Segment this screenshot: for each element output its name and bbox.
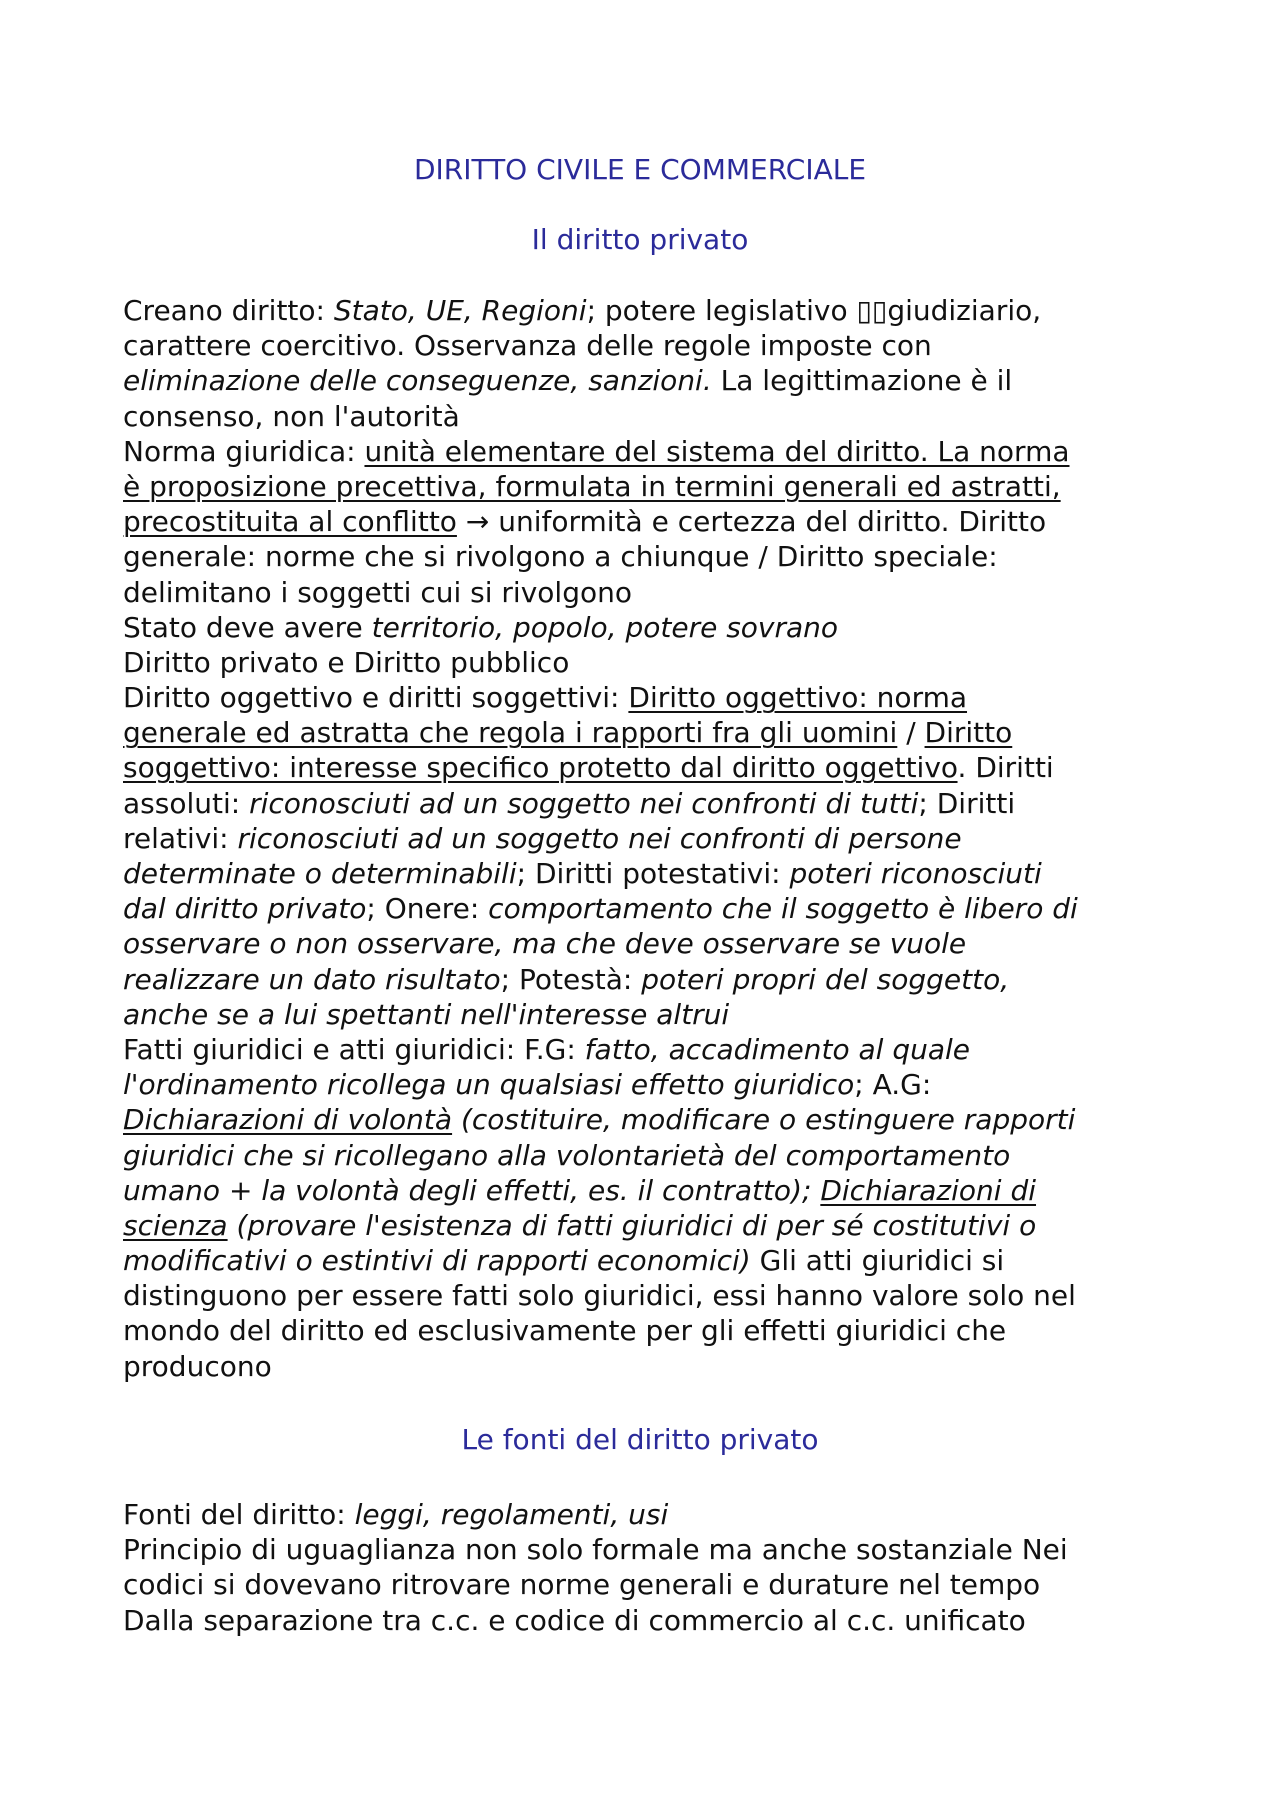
- text-line: anche se a lui spettanti nell'interesse altrui: [123, 997, 730, 1031]
- text-line: Stato deve avere territorio, popolo, potere sovrano: [123, 610, 839, 644]
- document-title: DIRITTO CIVILE E COMMERCIALE: [413, 153, 867, 186]
- text-line: precostituita al conflitto → uniformità e certezza del diritto. Diritto: [123, 505, 1047, 539]
- missing-glyph-icon: ▯▯: [856, 294, 888, 327]
- text-line: dal diritto privato; Onere: comportamento che il soggetto è libero di: [123, 892, 1078, 926]
- text-line: eliminazione delle conseguenze, sanzioni. La legittimazione è il: [123, 364, 1013, 398]
- text-line: delimitano i soggetti cui si rivolgono: [123, 575, 632, 609]
- text-line: è proposizione precettiva, formulata in termini generali ed astratti,: [123, 469, 1061, 503]
- text-line: assoluti: riconosciuti ad un soggetto nei confronti di tutti; Diritti: [123, 786, 1016, 820]
- section-body-diritto-privato: [123, 293, 1163, 1384]
- text-line: distinguono per essere fatti solo giuridici, essi hanno valore solo nel: [123, 1279, 1076, 1313]
- section-heading-fonti: Le fonti del diritto privato: [461, 1423, 819, 1456]
- text-line: Diritto privato e Diritto pubblico: [123, 645, 570, 679]
- text-line: generale: norme che si rivolgono a chiunque / Diritto speciale:: [123, 540, 998, 574]
- text-line: Creano diritto: Stato, UE, Regioni; potere legislativo ▯▯giudiziario,: [123, 294, 1042, 327]
- arrow-right-icon: →: [465, 505, 490, 539]
- text-line: generale ed astratta che regola i rapporti fra gli uomini / Diritto: [123, 716, 1013, 750]
- text-line: giuridici che si ricollegano alla volontarietà del comportamento: [123, 1138, 1011, 1172]
- text-line: consenso, non l'autorità: [123, 399, 460, 433]
- text-line: scienza (provare l'esistenza di fatti giuridici di per sé costitutivi o: [123, 1208, 1037, 1242]
- text-line: Dichiarazioni di volontà (costituire, modificare o estinguere rapporti: [123, 1103, 1076, 1137]
- text-line: mondo del diritto ed esclusivamente per gli effetti giuridici che: [123, 1314, 1007, 1348]
- text-line: Norma giuridica: unità elementare del sistema del diritto. La norma: [123, 434, 1070, 468]
- text-line: carattere coercitivo. Osservanza delle regole imposte con: [123, 329, 932, 363]
- section-heading-diritto-privato: Il diritto privato: [531, 223, 749, 256]
- text-line: soggettivo: interesse specifico protetto dal diritto oggettivo. Diritti: [123, 751, 1054, 785]
- text-line: Diritto oggettivo e diritti soggettivi: Diritto oggettivo: norma: [123, 681, 968, 715]
- text-line: osservare o non osservare, ma che deve osservare se vuole: [123, 927, 967, 961]
- text-line: determinate o determinabili; Diritti potestativi: poteri riconosciuti: [123, 857, 1042, 890]
- text-line: realizzare un dato risultato; Potestà: poteri propri del soggetto,: [123, 962, 1010, 996]
- text-line: relativi: riconosciuti ad un soggetto nei confronti di persone: [123, 821, 962, 855]
- text-line: l'ordinamento ricollega un qualsiasi effetto giuridico; A.G:: [123, 1068, 932, 1102]
- text-line: modificativi o estintivi di rapporti economici) Gli atti giuridici si: [123, 1244, 1005, 1278]
- text-line: producono: [123, 1349, 272, 1383]
- text-line: codici si dovevano ritrovare norme generali e durature nel tempo: [123, 1568, 1041, 1602]
- text-line: Dalla separazione tra c.c. e codice di commercio al c.c. unificato: [123, 1603, 1026, 1637]
- text-line: Fatti giuridici e atti giuridici: F.G: fatto, accadimento al quale: [123, 1032, 971, 1066]
- section-body-fonti: [123, 1497, 1163, 1638]
- text-line: Principio di uguaglianza non solo formale ma anche sostanziale Nei: [123, 1533, 1068, 1567]
- text-line: Fonti del diritto: leggi, regolamenti, usi: [123, 1498, 669, 1531]
- text-line: umano + la volontà degli effetti, es. il contratto); Dichiarazioni di: [123, 1173, 1037, 1207]
